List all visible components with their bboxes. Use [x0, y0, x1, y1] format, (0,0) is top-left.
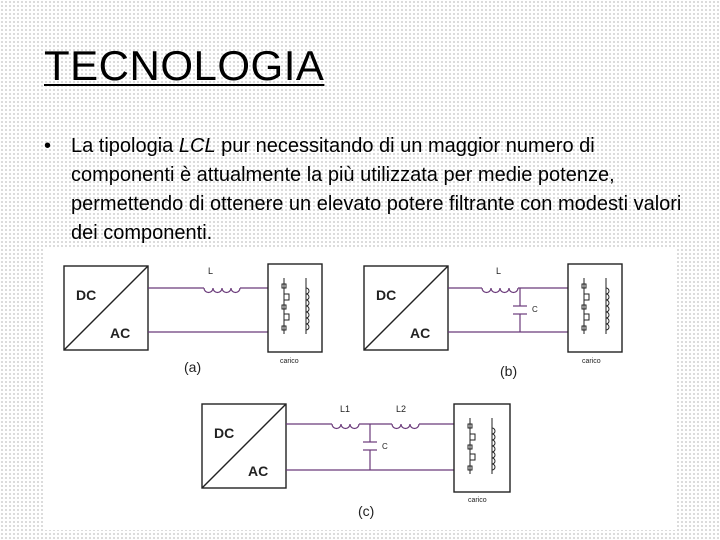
converter-dc-label-b: DC — [376, 287, 397, 303]
inductor-a — [204, 288, 240, 293]
wires-c — [286, 424, 454, 470]
inductor2-label-c: L2 — [396, 404, 407, 414]
converter-diagonal-b — [364, 266, 448, 350]
capacitor-label-b: C — [532, 305, 538, 314]
load-symbols-a — [282, 278, 309, 334]
inductor-c2 — [392, 424, 419, 429]
converter-ac-label-a: AC — [110, 325, 131, 341]
wires-b — [448, 288, 568, 332]
bullet-dot: • — [44, 135, 52, 157]
load-label-a: carico — [280, 358, 299, 365]
diagram-b — [364, 264, 622, 352]
circuit-diagrams-svg — [44, 248, 676, 530]
bullet-emphasis: LCL — [178, 135, 216, 157]
bullet-text-part1: La tipologia — [71, 135, 179, 157]
filter-diagrams-figure — [44, 248, 676, 530]
load-box-c — [454, 404, 510, 492]
slide-title: TECNOLOGIA — [44, 42, 325, 89]
inductor1-label-c: L1 — [340, 404, 351, 414]
bullet-text-part2: pur necessitando di un maggior numero di componenti è attualmente la più utilizzata per medie potenze, permettendo di ottenere un elevato potere filtrante con modesti valori dei componenti. — [71, 135, 682, 244]
bullet-text — [44, 132, 684, 248]
inductor-b — [482, 288, 518, 293]
caption-a: (a) — [184, 359, 202, 375]
load-box-a — [268, 264, 322, 352]
load-box-b — [568, 264, 622, 352]
converter-dc-label-c: DC — [214, 425, 235, 441]
capacitor-label-c: C — [382, 442, 388, 451]
load-symbols-c — [468, 418, 495, 474]
wires-a — [148, 288, 268, 332]
converter-ac-label-b: AC — [410, 325, 431, 341]
converter-diagonal-c — [202, 404, 286, 488]
load-symbols-b — [582, 278, 609, 334]
load-label-b: carico — [582, 358, 601, 365]
inductor-c1 — [332, 424, 359, 429]
converter-ac-label-c: AC — [248, 463, 269, 479]
caption-b: (b) — [500, 363, 518, 379]
converter-dc-label-a: DC — [76, 287, 97, 303]
converter-diagonal-a — [64, 266, 148, 350]
caption-c: (c) — [358, 503, 375, 519]
bullet-item — [44, 132, 684, 248]
inductor-label-b: L — [496, 266, 502, 276]
diagram-a — [64, 264, 322, 352]
inductor-label-a: L — [208, 266, 214, 276]
load-label-c: carico — [468, 497, 487, 504]
